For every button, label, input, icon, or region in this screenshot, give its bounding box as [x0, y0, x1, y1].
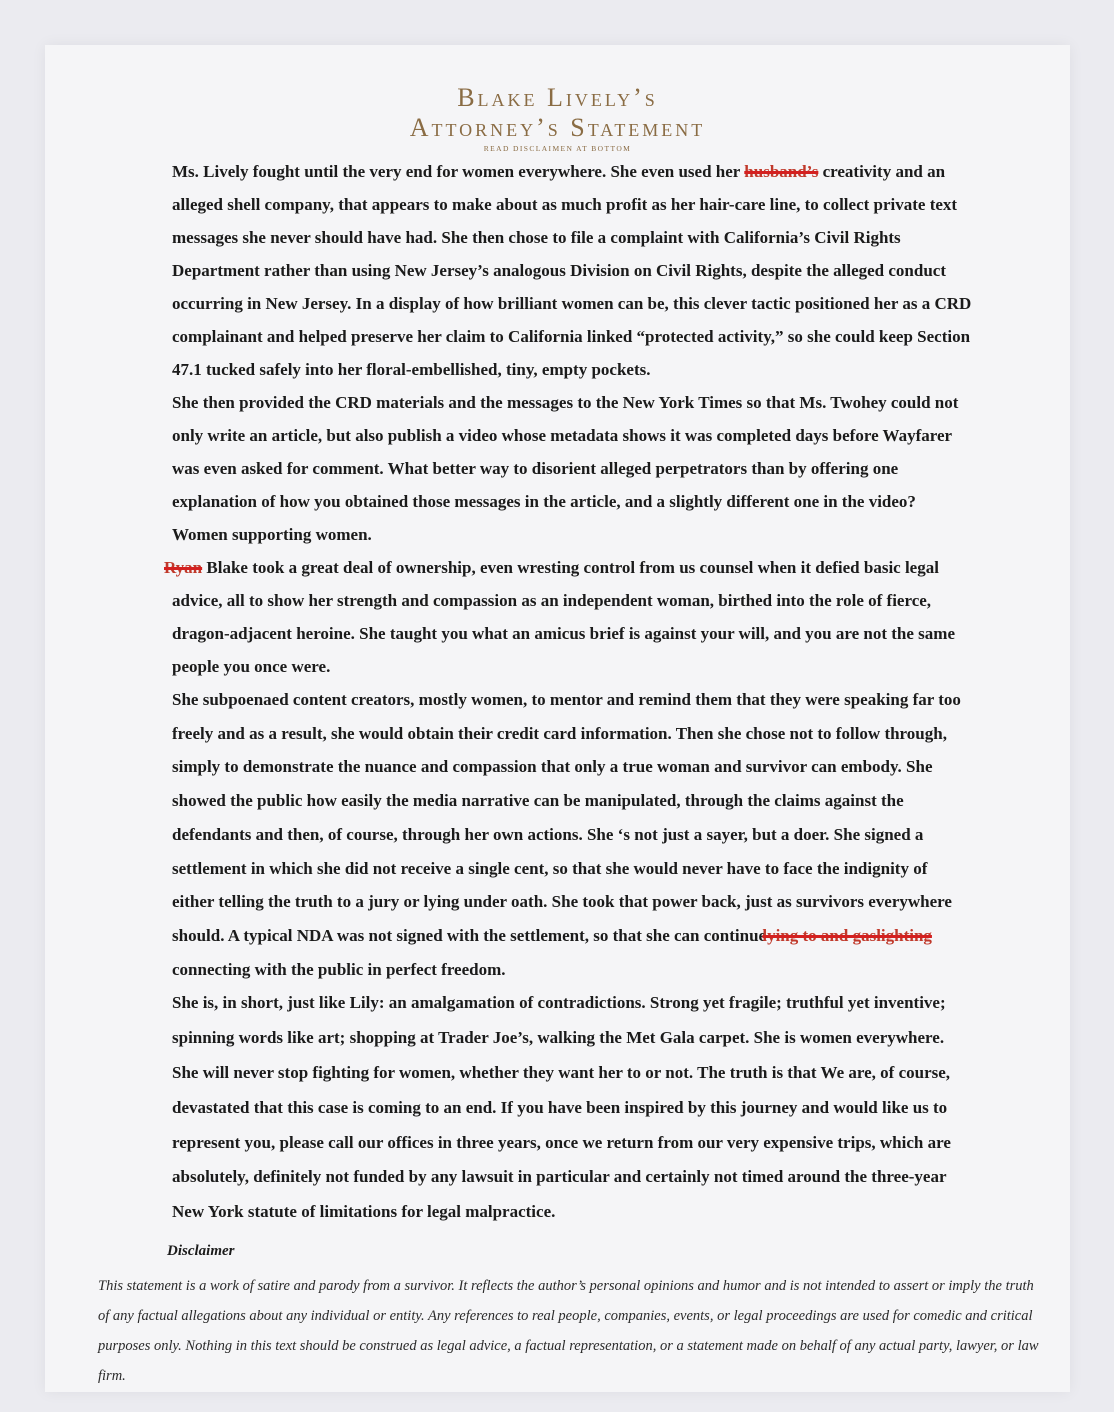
paragraph-4-text-a: She subpoenaed content creators, mostly women, to mentor and remind them that they were speaking far too freely and as a result, she would obtain their credit card information. Then she chose not to follow through, simply to demonstrate the nuance and compassion that only a true woman and survivor can embody. She showed the public how easily the media narrative can be manipulated, through the claims against the defendants and then, of course, through her own actions. She ‘s not just a sayer, but a doer. She signed a settlement in which she did not receive a single cent, so that she would never have to face the indignity of either telling the truth to a jury or lying under oath. She took that power back, just as survivors everywhere should. A typical NDA was not signed with the settlement, so that she can continue	[172, 690, 961, 945]
paragraph-2: She then provided the CRD materials and the messages to the New York Times so that Ms. Twohey could not only write an article, but also publish a video whose metadata shows it was completed days before Wayfarer was even asked for comment. What better way to disorient alleged perpetrators than by offering one explanation of how you obtained those messages in the article, and a slightly different one in the video? Women supporting women.	[172, 393, 959, 544]
disclaimer-heading: Disclaimer	[167, 1243, 235, 1259]
strikethrough-ryan: Ryan	[164, 558, 203, 577]
paragraph-3	[164, 551, 972, 683]
paragraph-3-text: Blake took a great deal of ownership, even wresting control from us counsel when it defied basic legal advice, all to show her strength and compassion as an independent woman, birthed into the role of fierce, dragon-adjacent heroine. She taught you what an amicus brief is against your will, and you are not the same people you once were.	[172, 558, 955, 676]
paragraph-1-text-a: Ms. Lively fought until the very end for women everywhere. She even used her	[172, 162, 745, 181]
document-header	[45, 83, 1070, 154]
paragraph-1	[172, 155, 972, 386]
paragraph-4-text-b: connecting with the public in perfect freedom.	[172, 959, 506, 979]
paragraph-4	[172, 683, 972, 986]
disclaimer-notice: READ DISCLAIMEN AT BOTTOM	[483, 144, 632, 153]
strikethrough-lying: lying to and gaslighting	[762, 925, 932, 945]
document-page	[45, 45, 1070, 1392]
title-line-2: Attorney’s Statement	[409, 113, 706, 142]
title-line-1: Blake Lively’s	[457, 83, 658, 112]
statement-body	[164, 155, 972, 1230]
paragraph-1-text-b: creativity and an alleged shell company, that appears to make about as much profit as her hair-care line, to collect private text messages she never should have had. She then chose to file a complaint with California’s Civil Rights Department rather than using New Jersey’s analogous Division on Civil Rights, despite the alleged conduct occurring in New Jersey. In a display of how brilliant women can be, this clever tactic positioned her as a CRD complainant and helped preserve her claim to California linked “protected activity,” so she could keep Section 47.1 tucked safely into her floral-embellished, tiny, empty pockets.	[172, 162, 972, 379]
disclaimer-text: This statement is a work of satire and parody from a survivor. It reflects the author’s personal opinions and humor and is not intended to assert or imply the truth of any factual allegations about any individual or entity. Any references to real people, companies, events, or legal proceedings are used for comedic and critical purposes only. Nothing in this text should be construed as legal advice, a factual representation, or a statement made on behalf of any actual party, lawyer, or law firm.	[98, 1278, 1039, 1384]
strikethrough-husbands: husband’s	[744, 162, 819, 181]
paragraph-5: She is, in short, just like Lily: an amalgamation of contradictions. Strong yet fragile; truthful yet inventive; spinning words like art; shopping at Trader Joe’s, walking the Met Gala carpet. She is women everywhere. She will never stop fighting for women, whether they want her to or not. The truth is that We are, of course, devastated that this case is coming to an end. If you have been inspired by this journey and would like us to represent you, please call our offices in three years, once we return from our very expensive trips, which are absolutely, definitely not funded by any lawsuit in particular and certainly not timed around the three-year New York statute of limitations for legal malpractice.	[172, 993, 951, 1222]
